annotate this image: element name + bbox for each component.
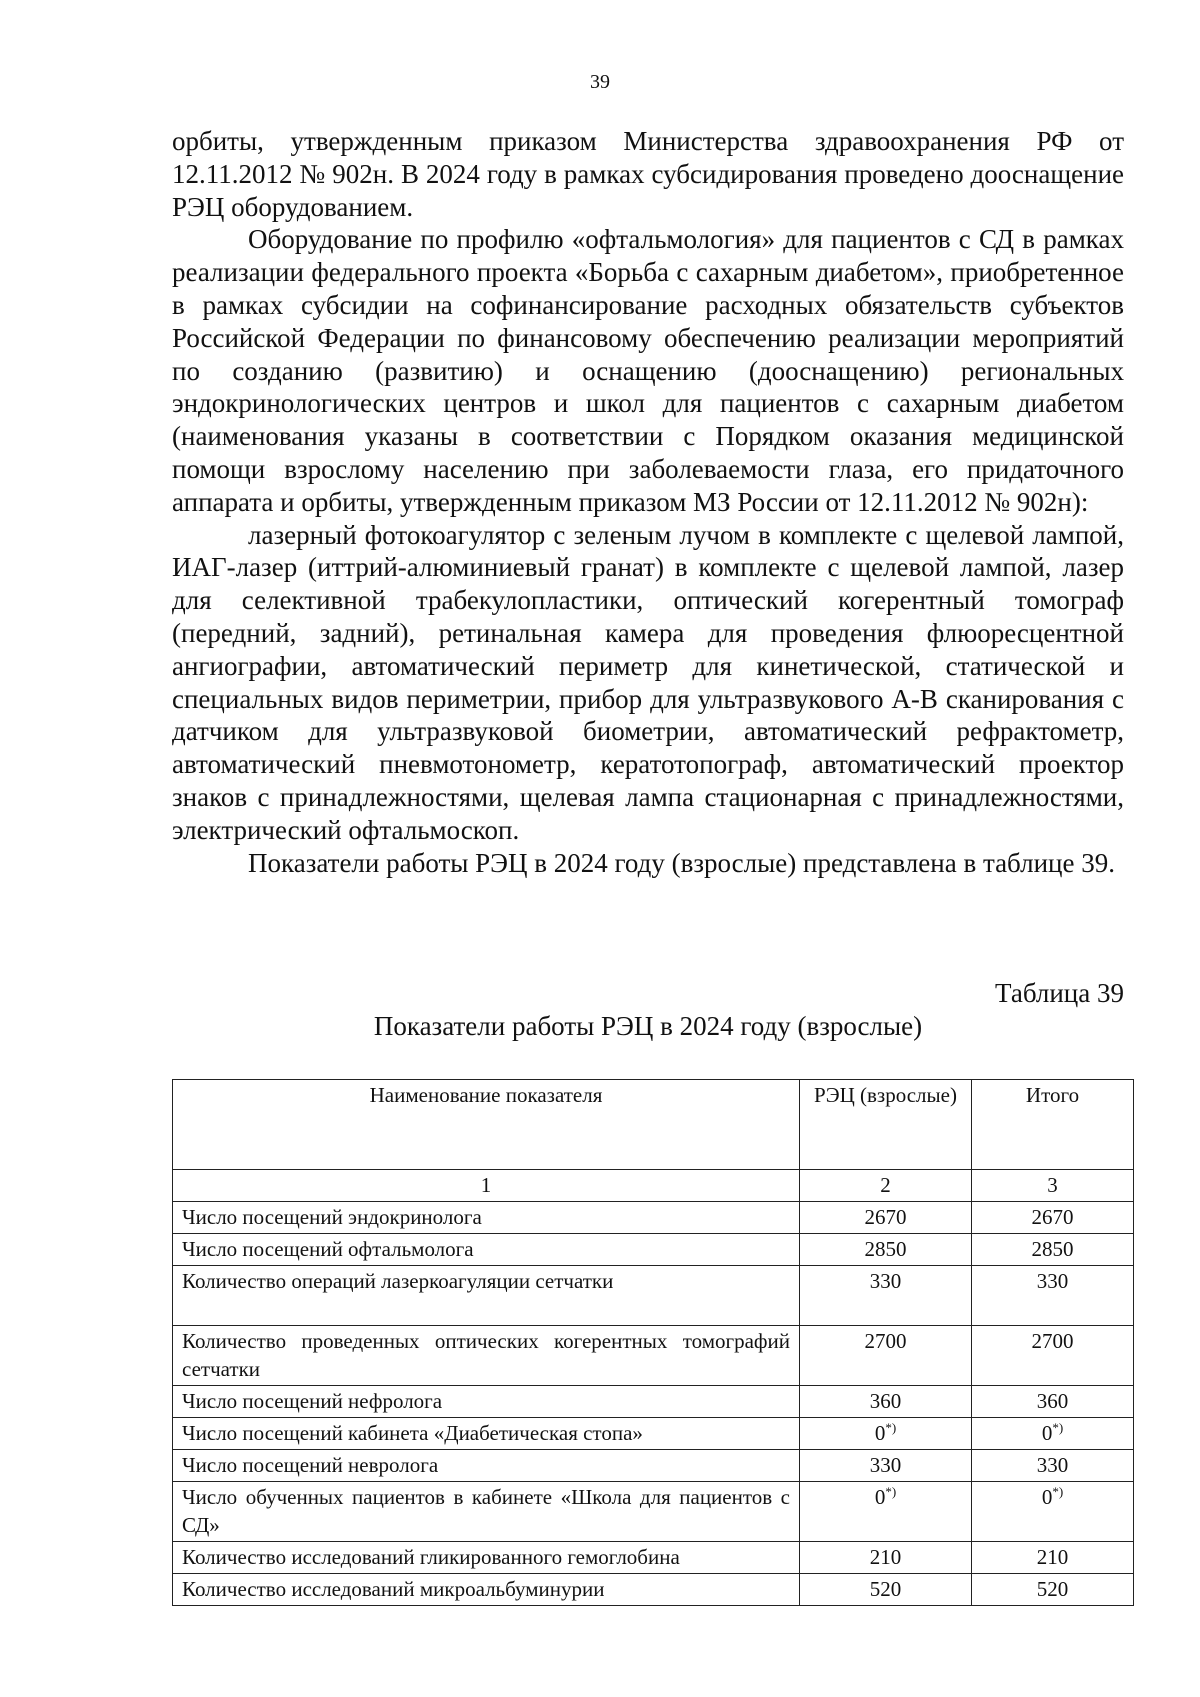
value-total: [972, 1574, 1134, 1606]
value-total: [972, 1202, 1134, 1234]
table-row: [173, 1266, 1134, 1326]
paragraph: орбиты, утвержденным приказом Министерства здравоохранения РФ от 12.11.2012 № 902н. В 2024 году в рамках субсидирования проведено дооснащение РЭЦ оборудованием.: [172, 126, 1124, 222]
indicator-name: Количество операций лазеркоагуляции сетчатки: [173, 1266, 800, 1326]
footnote-mark: *): [1052, 1484, 1064, 1499]
value-total: [972, 1386, 1134, 1418]
value-rec: [800, 1482, 972, 1542]
value-text: 330: [1036, 1269, 1069, 1293]
table-row: [173, 1326, 1134, 1386]
value-text: 360: [1036, 1389, 1069, 1413]
value-text: 520: [869, 1577, 902, 1601]
value-text: 2700: [1031, 1329, 1074, 1353]
index-cell: 3: [972, 1170, 1134, 1202]
value-text: 0: [874, 1485, 886, 1509]
value-text: 2850: [1031, 1237, 1074, 1261]
value-text: 2700: [864, 1329, 907, 1353]
footnote-mark: *): [1052, 1420, 1064, 1435]
value-text: 2670: [1031, 1205, 1074, 1229]
value-rec: [800, 1234, 972, 1266]
header-total: Итого: [972, 1080, 1134, 1170]
page-number: 39: [590, 71, 610, 93]
value-text: 520: [1036, 1577, 1069, 1601]
value-total: [972, 1326, 1134, 1386]
indicator-name: Число обученных пациентов в кабинете «Школа для пациентов с СД»: [173, 1482, 800, 1542]
value-total: [972, 1482, 1134, 1542]
value-rec: [800, 1202, 972, 1234]
value-rec: [800, 1574, 972, 1606]
value-text: 0: [1041, 1485, 1053, 1509]
indicator-name: Число посещений эндокринолога: [173, 1202, 800, 1234]
indicator-name: Число посещений офтальмолога: [173, 1234, 800, 1266]
paragraph: лазерный фотокоагулятор с зеленым лучом в комплекте с щелевой лампой, ИАГ-лазер (иттрий-алюминиевый гранат) в комплекте с щелевой лампой, лазер для селективной трабекулопластики, оптический когерентный томограф (передний, задний), ретинальная камера для проведения флюоресцентной ангиографии, автоматический периметр для кинетической, статической и специальных видов периметрии, прибор для ультразвукового А-В сканирования с датчиком для ультразвуковой биометрии, автоматический рефрактометр, автоматический пневмотонометр, кератотопограф, автоматический проектор знаков с принадлежностями, щелевая лампа стационарная с принадлежностями, электрический офтальмоскоп.: [172, 519, 1124, 845]
header-rec: РЭЦ (взрослые): [800, 1080, 972, 1170]
value-total: [972, 1266, 1134, 1326]
table-row: [173, 1574, 1134, 1606]
header-name: Наименование показателя: [173, 1080, 800, 1170]
table-title: Показатели работы РЭЦ в 2024 году (взрослые): [373, 1011, 923, 1041]
table-row: [173, 1234, 1134, 1266]
table-row: [173, 1542, 1134, 1574]
indicators-table: [172, 1079, 1134, 1606]
value-text: 0: [874, 1421, 886, 1445]
indicator-name: Количество исследований гликированного гемоглобина: [173, 1542, 800, 1574]
table-row: [173, 1418, 1134, 1450]
table-label: Таблица 39: [995, 978, 1124, 1008]
value-rec: [800, 1418, 972, 1450]
index-cell: 1: [173, 1170, 800, 1202]
indicator-name: Количество проведенных оптических когерентных томографий сетчатки: [173, 1326, 800, 1386]
indicator-name: Число посещений невролога: [173, 1450, 800, 1482]
table-row: [173, 1482, 1134, 1542]
value-rec: [800, 1386, 972, 1418]
table-row: [173, 1386, 1134, 1418]
paragraph: Оборудование по профилю «офтальмология» для пациентов с СД в рамках реализации федерального проекта «Борьба с сахарным диабетом», приобретенное в рамках субсидии на софинансирование расходных обязательств субъектов Российской Федерации по финансовому обеспечению реализации мероприятий по созданию (развитию) и оснащению (дооснащению) региональных эндокринологических центров и школ для пациентов с сахарным диабетом (наименования указаны в соответствии с Порядком оказания медицинской помощи взрослому населению при заболеваемости глаза, его придаточного аппарата и орбиты, утвержденным приказом МЗ России от 12.11.2012 № 902н):: [172, 224, 1124, 517]
value-text: 2670: [864, 1205, 907, 1229]
footnote-mark: *): [885, 1420, 897, 1435]
paragraph: Показатели работы РЭЦ в 2024 году (взрослые) представлена в таблице 39.: [248, 847, 1115, 878]
table-row: [173, 1202, 1134, 1234]
indicator-name: Число посещений нефролога: [173, 1386, 800, 1418]
indicator-name: Число посещений кабинета «Диабетическая стопа»: [173, 1418, 800, 1450]
value-total: [972, 1542, 1134, 1574]
table-row: [173, 1450, 1134, 1482]
footnote-mark: *): [885, 1484, 897, 1499]
value-rec: [800, 1450, 972, 1482]
value-text: 0: [1041, 1421, 1053, 1445]
value-total: [972, 1418, 1134, 1450]
value-rec: [800, 1326, 972, 1386]
value-text: 330: [869, 1269, 902, 1293]
index-cell: 2: [800, 1170, 972, 1202]
value-rec: [800, 1266, 972, 1326]
body-text: [172, 125, 1124, 879]
value-text: 360: [869, 1389, 902, 1413]
value-text: 210: [1036, 1545, 1069, 1569]
table-header-row: [173, 1080, 1134, 1170]
value-text: 330: [1036, 1453, 1069, 1477]
value-text: 210: [869, 1545, 902, 1569]
value-total: [972, 1450, 1134, 1482]
value-total: [972, 1234, 1134, 1266]
indicator-name: Количество исследований микроальбуминурии: [173, 1574, 800, 1606]
value-text: 2850: [864, 1237, 907, 1261]
table-index-row: [173, 1170, 1134, 1202]
value-rec: [800, 1542, 972, 1574]
value-text: 330: [869, 1453, 902, 1477]
